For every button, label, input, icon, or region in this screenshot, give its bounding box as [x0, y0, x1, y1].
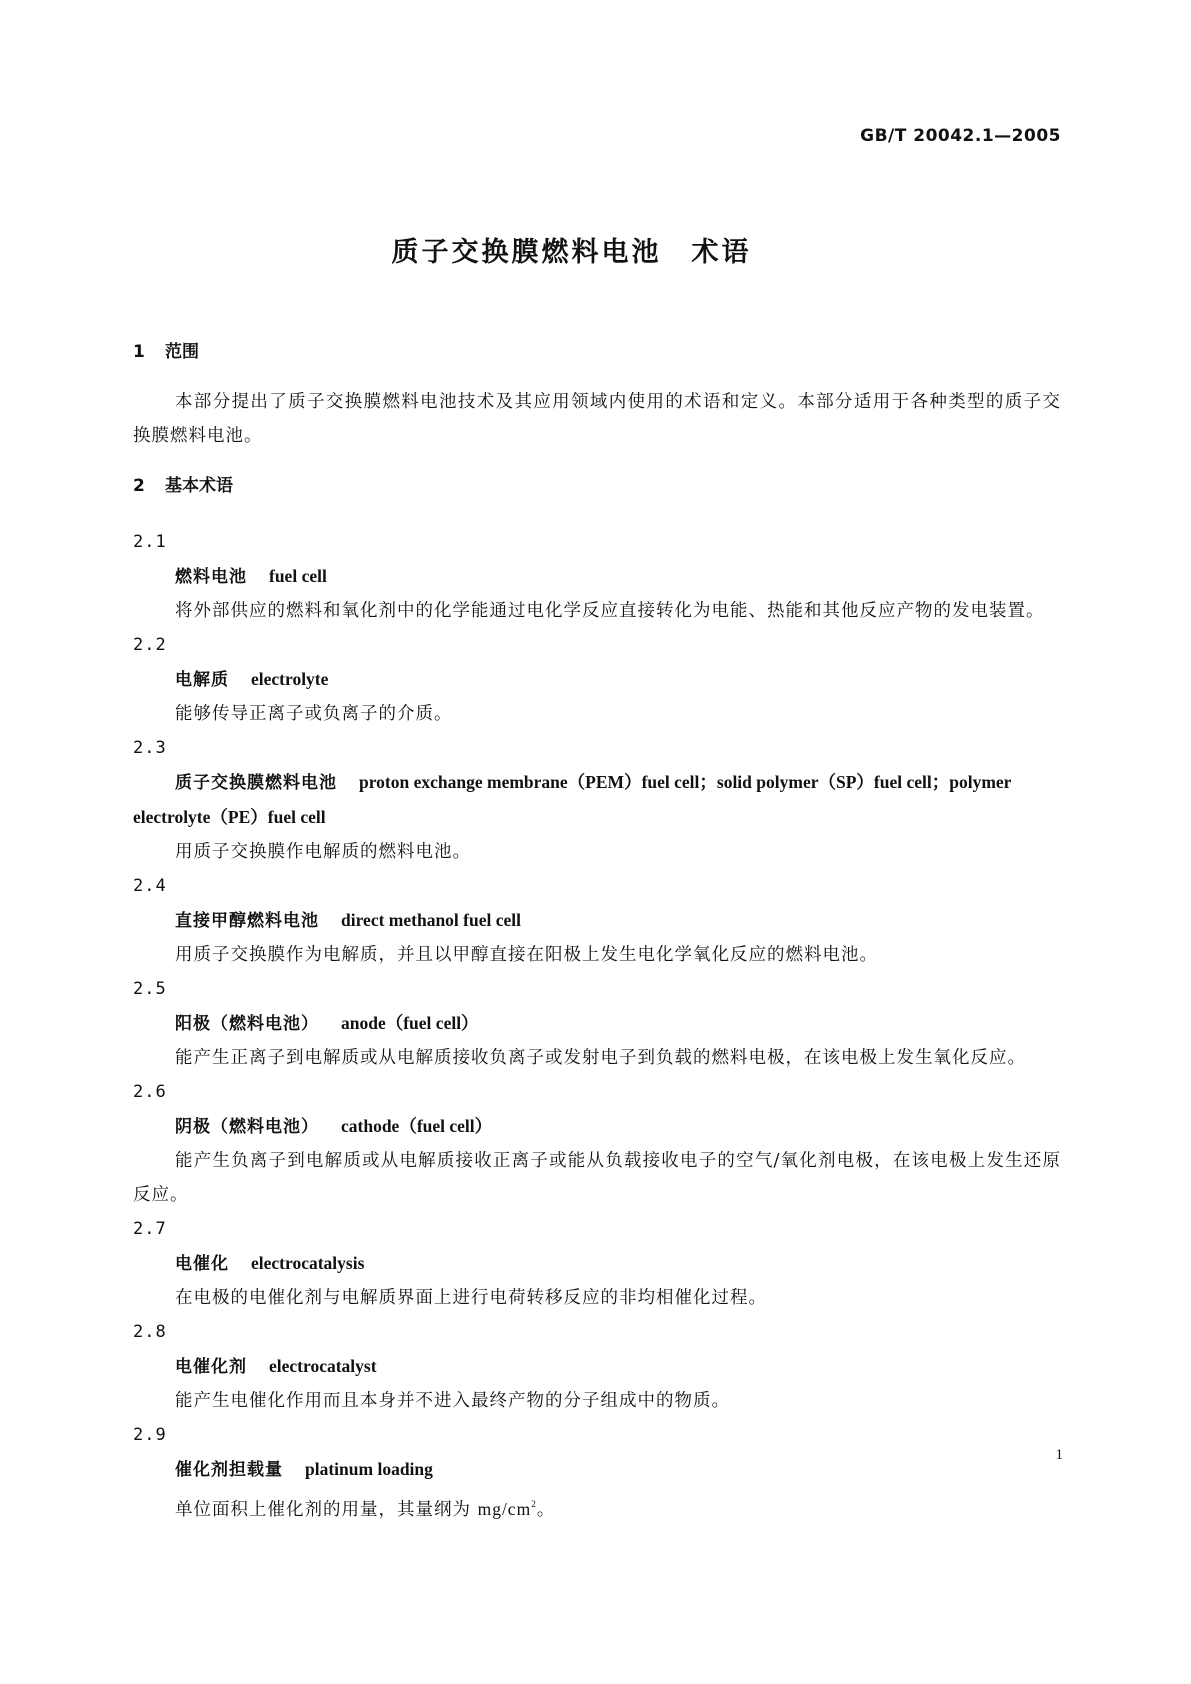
standard-code: GB/T 20042.1—2005 [860, 126, 1061, 146]
term-definition: 在电极的电催化剂与电解质界面上进行电荷转移反应的非均相催化过程。 [175, 1288, 767, 1308]
section-number: 1 [133, 342, 145, 362]
term-name-zh: 质子交换膜燃料电池 [175, 773, 337, 793]
term-entry-cathode [133, 1075, 1061, 1212]
term-name [133, 903, 1061, 938]
term-name [133, 559, 1061, 594]
term-definition: 用质子交换膜作电解质的燃料电池。 [175, 842, 471, 862]
term-name-en: electrocatalyst [269, 1356, 377, 1376]
term-name-en: proton exchange membrane（PEM）fuel cell；solid polymer（SP）fuel cell；polymer electrolyte（PE）fuel cell [133, 772, 1012, 827]
unit-base: mg/cm [477, 1499, 532, 1519]
document-title: 质子交换膜燃料电池 术语 [391, 237, 752, 268]
term-number: 2.1 [133, 532, 167, 552]
term-entry-fuel-cell [133, 525, 1061, 628]
unit-text [478, 1499, 537, 1519]
term-name [133, 1109, 1061, 1144]
term-number: 2.8 [133, 1322, 167, 1342]
term-name-en: direct methanol fuel cell [341, 910, 521, 930]
term-number: 2.5 [133, 979, 167, 999]
term-name [133, 1452, 1061, 1487]
term-name-en: fuel cell [269, 566, 327, 586]
definition-end: 。 [536, 1500, 556, 1520]
section-number: 2 [133, 476, 145, 496]
term-number: 2.4 [133, 876, 167, 896]
term-number: 2.2 [133, 635, 167, 655]
term-definition: 能够传导正离子或负离子的介质。 [175, 704, 453, 724]
term-entry-direct-methanol-fuel-cell [133, 869, 1061, 972]
definition-text: 单位面积上催化剂的用量，其量纲为 [175, 1500, 471, 1520]
term-number: 2.9 [133, 1425, 167, 1445]
term-definition: 能产生电催化作用而且本身并不进入最终产物的分子组成中的物质。 [175, 1391, 730, 1411]
term-number: 2.3 [133, 738, 167, 758]
document-body [133, 335, 1061, 1527]
section-title: 范围 [165, 342, 199, 362]
term-entry-electrocatalyst [133, 1315, 1061, 1418]
term-name [133, 765, 1061, 835]
term-name-en: anode（fuel cell） [341, 1013, 479, 1033]
term-name [133, 1349, 1061, 1384]
term-name-zh: 燃料电池 [175, 567, 247, 587]
page-number: 1 [1055, 1447, 1063, 1463]
unit-superscript: 2 [531, 1499, 537, 1509]
term-name-zh: 阳极（燃料电池） [175, 1014, 319, 1034]
term-definition [133, 1487, 1061, 1527]
scope-paragraph: 本部分提出了质子交换膜燃料电池技术及其应用领域内使用的术语和定义。本部分适用于各种类型的质子交换膜燃料电池。 [133, 392, 1061, 446]
term-entry-electrocatalysis [133, 1212, 1061, 1315]
section-heading-scope [133, 335, 1061, 369]
term-name-zh: 电催化剂 [175, 1357, 247, 1377]
term-name-en: cathode（fuel cell） [341, 1116, 493, 1136]
term-entry-electrolyte [133, 628, 1061, 731]
section-title: 基本术语 [165, 476, 233, 496]
term-name-zh: 催化剂担载量 [175, 1460, 283, 1480]
term-name [133, 1246, 1061, 1281]
term-name-en: electrolyte [251, 669, 329, 689]
term-number: 2.7 [133, 1219, 167, 1239]
term-name-zh: 电解质 [175, 670, 229, 690]
term-name-zh: 阴极（燃料电池） [175, 1117, 319, 1137]
term-definition: 能产生负离子到电解质或从电解质接收正离子或能从负载接收电子的空气/氧化剂电极，在该电极上发生还原反应。 [133, 1151, 1061, 1205]
term-entry-anode [133, 972, 1061, 1075]
term-name-zh: 直接甲醇燃料电池 [175, 911, 319, 931]
term-definition: 将外部供应的燃料和氧化剂中的化学能通过电化学反应直接转化为电能、热能和其他反应产物的发电装置。 [175, 601, 1045, 621]
term-number: 2.6 [133, 1082, 167, 1102]
term-entry-pem-fuel-cell [133, 731, 1061, 869]
term-name-en: electrocatalysis [251, 1253, 365, 1273]
term-name-en: platinum loading [305, 1459, 433, 1479]
term-entry-platinum-loading [133, 1418, 1061, 1527]
term-definition: 用质子交换膜作为电解质，并且以甲醇直接在阳极上发生电化学氧化反应的燃料电池。 [175, 945, 878, 965]
term-name [133, 662, 1061, 697]
section-heading-basic-terms [133, 469, 1061, 503]
term-name [133, 1006, 1061, 1041]
term-name-zh: 电催化 [175, 1254, 229, 1274]
term-definition: 能产生正离子到电解质或从电解质接收负离子或发射电子到负载的燃料电极，在该电极上发生氧化反应。 [175, 1048, 1026, 1068]
